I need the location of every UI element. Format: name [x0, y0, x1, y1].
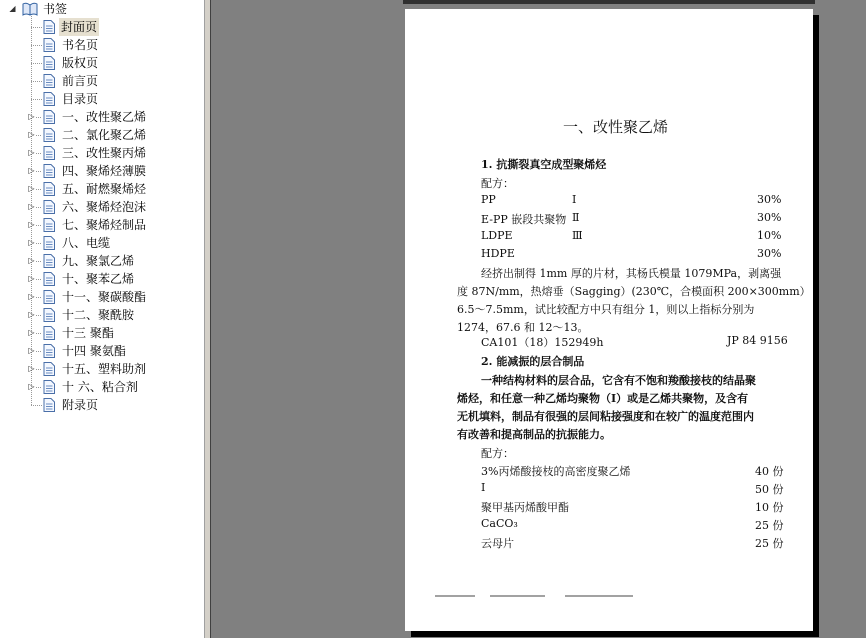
page-icon [43, 254, 55, 268]
bookmark-item[interactable] [0, 270, 204, 288]
formula-amount: 30% [757, 211, 782, 224]
formula-ingredient: E-PP 嵌段共聚物 [481, 213, 567, 226]
bookmark-item-label: 九、聚氯乙烯 [62, 254, 135, 268]
page-icon [43, 146, 55, 160]
bookmark-item[interactable] [0, 216, 204, 234]
formula-ingredient: HDPE [481, 247, 515, 260]
section-2-formula-label: 配方： [481, 447, 514, 460]
bookmark-item[interactable] [0, 360, 204, 378]
expand-arrow-icon[interactable]: ▷ [28, 328, 35, 337]
bookmark-item-label: 八、电缆 [62, 236, 111, 250]
formula-amount: 10 份 [755, 501, 784, 514]
bookmark-item[interactable] [0, 324, 204, 342]
bookmark-item-label: 版权页 [62, 56, 99, 70]
bookmark-root[interactable] [8, 0, 198, 18]
bookmark-item-label: 附录页 [62, 398, 99, 412]
bookmark-item-label: 十四 聚氨酯 [62, 344, 126, 358]
bookmark-item-label: 十五、塑料助剂 [62, 362, 147, 376]
paragraph-line: 1274，67.6 和 12～13。 [457, 321, 589, 334]
formula-amount: 50 份 [755, 483, 784, 496]
bookmark-root-label: 书签 [43, 2, 68, 16]
formula-ingredient: 云母片 [481, 537, 514, 550]
page-icon [43, 128, 55, 142]
book-icon [22, 2, 38, 16]
page-icon [43, 200, 55, 214]
formula-ingredient: CaCO₃ [481, 517, 518, 530]
page-icon [43, 38, 55, 52]
formula-amount: 40 份 [755, 465, 784, 478]
bookmark-item[interactable] [0, 72, 204, 90]
bookmark-item-label: 二、氯化聚乙烯 [62, 128, 147, 142]
expand-arrow-icon[interactable]: ▷ [28, 364, 35, 373]
page-icon [43, 92, 55, 106]
page-icon [43, 236, 55, 250]
document-page [405, 9, 813, 631]
expand-arrow-icon[interactable]: ▷ [28, 310, 35, 319]
paragraph-line: 无机填料，制品有很强的层间粘接强度和在较广的温度范围内 [457, 410, 754, 423]
page-icon [43, 110, 55, 124]
paragraph-line: 一种结构材料的层合品，它含有不饱和羧酸接枝的结晶聚 [481, 374, 756, 387]
bookmark-item[interactable] [0, 144, 204, 162]
formula-ingredient: LDPE [481, 229, 513, 242]
page-icon [43, 344, 55, 358]
bookmark-item-label: 五、耐燃聚烯烃 [62, 182, 147, 196]
bookmark-item[interactable] [0, 126, 204, 144]
section-1-formula-label: 配方： [481, 177, 514, 190]
bookmark-item[interactable] [0, 90, 204, 108]
expand-arrow-icon[interactable]: ▷ [28, 202, 35, 211]
page-icon [43, 380, 55, 394]
formula-ingredient: 聚甲基丙烯酸甲酯 [481, 501, 569, 514]
expand-arrow-icon[interactable]: ▷ [28, 130, 35, 139]
bookmark-item[interactable] [0, 234, 204, 252]
formula-amount: 30% [757, 193, 782, 206]
section-1-heading: 1. 抗撕裂真空成型聚烯烃 [481, 158, 607, 171]
paragraph-line: 经挤出制得 1mm 厚的片材，其杨氏模量 1079MPa，剥离强 [481, 267, 782, 280]
expand-arrow-icon[interactable]: ▷ [28, 256, 35, 265]
page-icon [43, 164, 55, 178]
formula-amount: 25 份 [755, 537, 784, 550]
bookmarks-panel [0, 0, 204, 638]
bookmark-item[interactable] [0, 396, 204, 414]
bookmark-item[interactable] [0, 252, 204, 270]
bookmark-item-label: 四、聚烯烃薄膜 [62, 164, 147, 178]
formula-component-mark: I [572, 193, 577, 206]
bookmark-item-label: 六、聚烯烃泡沫 [62, 200, 147, 214]
bookmark-item[interactable] [0, 54, 204, 72]
collapse-arrow-icon[interactable]: ◢ [9, 4, 16, 13]
expand-arrow-icon[interactable]: ▷ [28, 220, 35, 229]
bookmark-item-label: 目录页 [62, 92, 99, 106]
formula-ingredient: I [481, 481, 486, 494]
expand-arrow-icon[interactable]: ▷ [28, 346, 35, 355]
expand-arrow-icon[interactable]: ▷ [28, 112, 35, 121]
formula-ingredient: 3%丙烯酸接枝的高密度聚乙烯 [481, 465, 631, 478]
bookmark-item-label: 七、聚烯烃制品 [62, 218, 147, 232]
paragraph-line: 6.5～7.5mm，试比较配方中只有组分 1，则以上指标分别为 [457, 303, 755, 316]
page-icon [43, 218, 55, 232]
section-2-heading: 2. 能减振的层合制品 [481, 355, 585, 368]
page-icon [43, 290, 55, 304]
bookmark-item[interactable] [0, 378, 204, 396]
bookmark-item[interactable] [0, 162, 204, 180]
formula-amount: 10% [757, 229, 782, 242]
bookmark-item[interactable] [0, 108, 204, 126]
page-icon [43, 20, 55, 34]
panel-splitter[interactable] [204, 0, 211, 638]
formula-component-mark: Ⅱ [572, 211, 580, 224]
bookmark-item-label: 三、改性聚丙烯 [62, 146, 147, 160]
paragraph-line: 烯烃，和任意一种乙烯均聚物（Ⅰ）或是乙烯共聚物，及含有 [457, 392, 749, 405]
section-1-ref-right: JP 84 9156 [727, 334, 788, 347]
bookmark-item-label: 十三 聚酯 [62, 326, 114, 340]
page-icon [43, 272, 55, 286]
bookmark-item-label: 十二、聚酰胺 [62, 308, 135, 322]
page-icon [43, 398, 55, 412]
bookmark-item[interactable] [0, 18, 204, 36]
page-top-edge [403, 0, 815, 4]
bookmark-item[interactable] [0, 342, 204, 360]
formula-amount: 25 份 [755, 519, 784, 532]
bookmark-item[interactable] [0, 198, 204, 216]
expand-arrow-icon[interactable]: ▷ [28, 148, 35, 157]
paragraph-line: 度 87N/mm，热熔垂（Sagging）(230℃，合模面积 200×300mm） [457, 285, 811, 298]
expand-arrow-icon[interactable]: ▷ [28, 274, 35, 283]
bookmark-item[interactable] [0, 288, 204, 306]
paragraph-line: 有改善和提高制品的抗振能力。 [457, 428, 611, 441]
expand-arrow-icon[interactable]: ▷ [28, 382, 35, 391]
bookmark-item-label: 前言页 [62, 74, 99, 88]
page-icon [43, 56, 55, 70]
bookmark-item-label: 十 六、粘合剂 [62, 380, 138, 394]
expand-arrow-icon[interactable]: ▷ [28, 292, 35, 301]
expand-arrow-icon[interactable]: ▷ [28, 238, 35, 247]
section-1-ref-left: CA101（18）152949h [481, 336, 604, 349]
page-icon [43, 326, 55, 340]
page-icon [43, 362, 55, 376]
chapter-title: 一、改性聚乙烯 [563, 118, 669, 136]
expand-arrow-icon[interactable]: ▷ [28, 184, 35, 193]
bookmark-item[interactable] [0, 36, 204, 54]
bookmark-item-label: 一、改性聚乙烯 [62, 110, 147, 124]
bookmark-item[interactable] [0, 180, 204, 198]
bookmark-item-label: 十一、聚碳酸酯 [62, 290, 147, 304]
bookmark-item-label: 书名页 [62, 38, 99, 52]
bookmark-item-label: 十、聚苯乙烯 [62, 272, 135, 286]
bookmark-item[interactable] [0, 306, 204, 324]
expand-arrow-icon[interactable]: ▷ [28, 166, 35, 175]
page-icon [43, 74, 55, 88]
page-footer-rule [435, 594, 635, 598]
page-icon [43, 182, 55, 196]
page-icon [43, 308, 55, 322]
formula-ingredient: PP [481, 193, 496, 206]
bookmark-item-label: 封面页 [61, 20, 98, 34]
formula-amount: 30% [757, 247, 782, 260]
formula-component-mark: Ⅲ [572, 229, 583, 242]
